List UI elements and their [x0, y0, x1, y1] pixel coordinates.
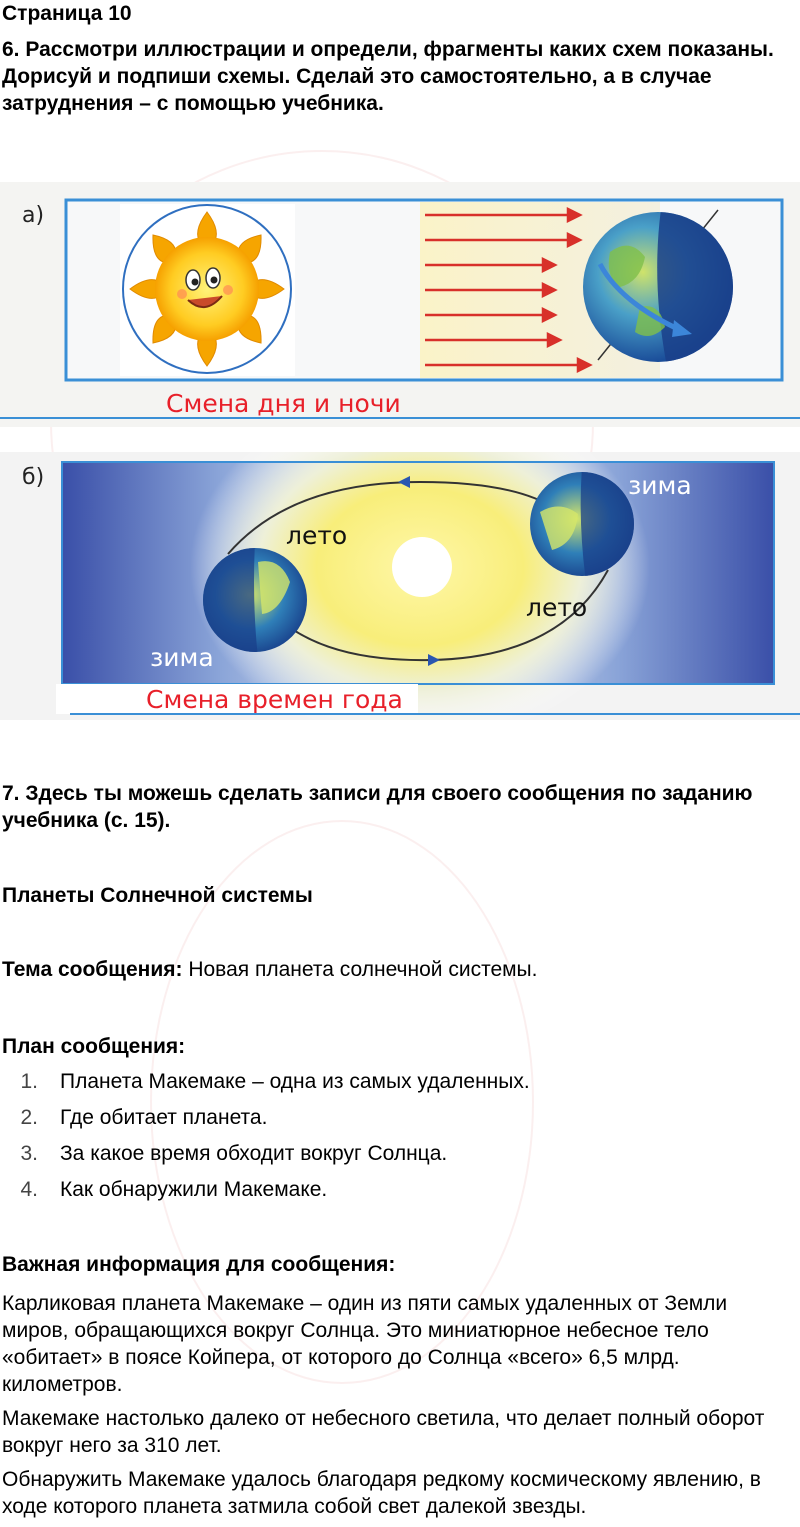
list-item-text: Как обнаружили Макемаке.	[60, 1178, 328, 1201]
info-paragraph: Обнаружить Макемаке удалось благодаря редкому космическому явлению, в ходе которого планета затмила собой свет далекой звезды.	[2, 1468, 761, 1518]
page-title: Страница 10	[2, 2, 132, 25]
list-item-text: Где обитает планета.	[60, 1106, 268, 1129]
plan-heading: План сообщения:	[2, 1035, 186, 1058]
plan-list	[0, 1068, 530, 1212]
figure-a-caption: Смена дня и ночи	[166, 389, 401, 418]
list-item	[0, 1176, 530, 1212]
list-item-number: 2.	[20, 1106, 38, 1129]
task-7-text: 7. Здесь ты можешь сделать записи для своего сообщения по заданию учебника (с. 15).	[2, 782, 753, 832]
info-heading: Важная информация для сообщения:	[2, 1253, 396, 1276]
figure-a-day-night	[0, 182, 800, 427]
label-summer-left: лето	[286, 521, 348, 550]
list-item-number: 1.	[20, 1070, 38, 1093]
label-summer-right: лето	[526, 593, 588, 622]
label-winter-top: зима	[628, 471, 692, 500]
info-paragraph: Карликовая планета Макемаке – один из пяти самых удаленных от Земли миров, обращающихся вокруг Солнца. Это миниатюрное небесное тело «обитает» в поясе Койпера, от которого до Солнца «всего» 6,5 млрд. километров.	[2, 1292, 728, 1396]
list-item	[0, 1104, 530, 1140]
message-theme-value: Новая планета солнечной системы.	[182, 958, 538, 981]
figure-b-letter: б)	[22, 465, 45, 490]
list-item-number: 4.	[20, 1178, 38, 1201]
label-winter-bottom: зима	[150, 643, 214, 672]
list-item-number: 3.	[20, 1142, 38, 1165]
list-item	[0, 1068, 530, 1104]
list-item-text: За какое время обходит вокруг Солнца.	[60, 1142, 448, 1165]
info-body	[2, 1290, 798, 1527]
figure-b-caption: Смена времен года	[146, 685, 403, 714]
message-theme-label: Тема сообщения:	[2, 958, 183, 981]
figure-a-letter: а)	[22, 203, 45, 228]
message-theme	[2, 958, 538, 982]
task-6-text: 6. Рассмотри иллюстрации и определи, фрагменты каких схем показаны. Дорисуй и подпиши схемы. Сделай это самостоятельно, а в случае затруднения – с помощью учебника.	[2, 38, 774, 115]
info-paragraph: Макемаке настолько далеко от небесного светила, что делает полный оборот вокруг него за 310 лет.	[2, 1407, 765, 1457]
list-item	[0, 1140, 530, 1176]
list-item-text: Планета Макемаке – одна из самых удаленных.	[60, 1070, 530, 1093]
topic-heading: Планеты Солнечной системы	[2, 884, 313, 907]
figure-b-seasons	[0, 452, 800, 720]
